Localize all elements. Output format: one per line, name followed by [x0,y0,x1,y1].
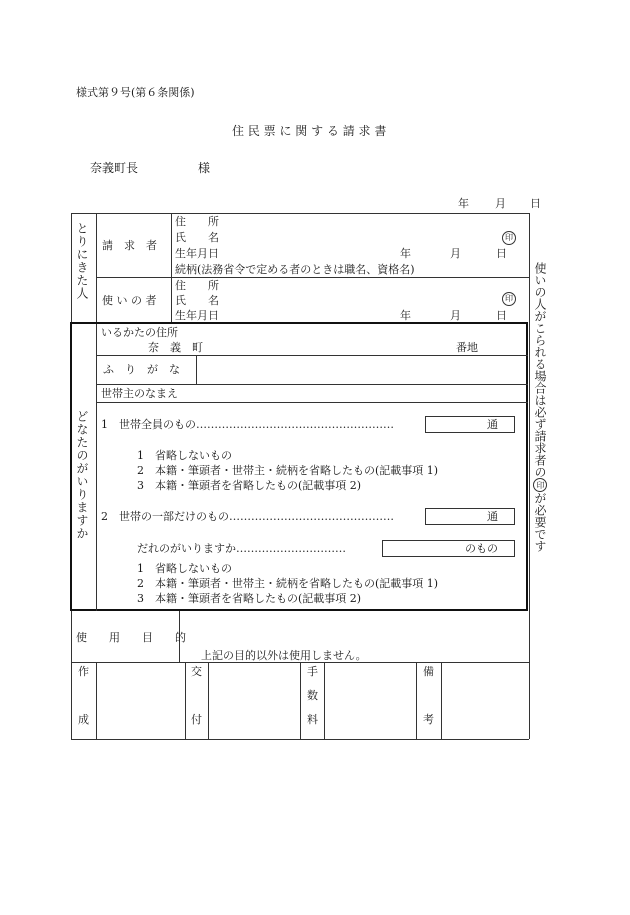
option1-sub-item: 1 省略しないもの [137,449,232,462]
date-year-label: 年 [458,197,469,210]
purpose-note: 上記の目的以外は使用しません。 [201,649,367,662]
pickup-person-label: とりにきた人 [75,222,89,300]
claimant-seal-mark: 印 [502,231,516,245]
fee-label-1: 手 [307,665,318,678]
form-top-border [71,213,529,214]
office-col-line [441,662,442,739]
fee-label-2: 数 [307,689,318,702]
created-label-top: 作 [78,665,89,678]
office-col-line [324,662,325,739]
option-whole-household: 1 世帯全員のもの……………………………………………… [101,418,394,431]
seal-mark-icon: 印 [533,478,547,492]
furigana-label: ふ り が な [103,363,180,376]
date-month-label: 月 [495,197,506,210]
town-mayor: 奈義町長 [90,161,139,175]
form-number: 様式第９号(第６条関係) [76,86,195,99]
agent-address-label: 住 所 [175,279,219,292]
requester-label-divider [171,213,172,323]
remarks-label-top: 備 [423,665,434,678]
agent-birth-year: 年 [400,309,411,322]
agent-seal-note-tail: が必要です [533,492,547,552]
office-col-line [185,662,186,739]
agent-seal-mark: 印 [502,292,516,306]
householder-top-line [96,384,528,385]
claimant-birth-year: 年 [400,247,411,260]
fee-label-3: 料 [307,713,318,726]
agent-birth-label: 生年月日 [175,309,219,322]
office-col-line [416,662,417,739]
option-partial-household: 2 世帯の一部だけのもの……………………………………… [101,510,394,523]
honorific: 様 [198,161,211,175]
date-day-label: 日 [530,197,541,210]
whose-unit: のもの [465,542,498,555]
whose-needed-field[interactable] [382,540,515,557]
office-col-line [300,662,301,739]
resident-address-label: いるかたの住所 [101,326,178,339]
remarks-label-bottom: 考 [423,713,434,726]
form-bottom-border [71,739,529,740]
copies-unit: 通 [487,418,498,431]
agent-name-label: 氏 名 [175,294,219,307]
claimant-birth-label: 生年月日 [175,247,219,260]
agent-seal-note-text: 使いの人がこられる場合は必ず請求者の [533,262,547,478]
target-side-divider [96,324,97,611]
furigana-top-line [96,355,528,356]
options-top-line [96,402,528,403]
created-label-bottom: 成 [78,713,89,726]
furigana-divider [196,355,197,384]
agent-seal-note [533,262,547,552]
office-col-line [96,662,97,739]
agent-birth-day: 日 [496,309,507,322]
option1-sub-item: 2 本籍・筆頭者・世帯主・続柄を省略したもの(記載事項 1) [137,464,439,477]
option2-sub-item: 1 省略しないもの [137,562,232,575]
claimant-address-label: 住 所 [175,215,219,228]
issued-label-bottom: 付 [191,713,202,726]
claimant-relation-label: 続柄(法務省令で定める者のときは職名、資格名) [175,263,415,276]
claimant-label: 請 求 者 [102,239,157,252]
claimant-birth-month: 月 [450,247,461,260]
purpose-label: 使 用 目 的 [76,631,186,644]
requester-agent-divider [96,277,529,278]
whose-needed-label: どなたのがいりますか [75,410,89,540]
agent-birth-month: 月 [450,309,461,322]
option1-sub-item: 3 本籍・筆頭者を省略したもの(記載事項 2) [137,479,362,492]
requester-side-divider [96,213,97,323]
copies-unit: 通 [487,510,498,523]
banchi-label: 番地 [456,341,478,354]
form-right-border [529,213,530,739]
whole-household-copies-field[interactable] [425,416,515,433]
claimant-name-label: 氏 名 [175,231,219,244]
town-name: 奈 義 町 [148,341,203,354]
option2-sub-item: 3 本籍・筆頭者を省略したもの(記載事項 2) [137,592,362,605]
option2-sub-item: 2 本籍・筆頭者・世帯主・続柄を省略したもの(記載事項 1) [137,577,439,590]
office-col-line [208,662,209,739]
householder-name-label: 世帯主のなまえ [101,387,178,400]
claimant-birth-day: 日 [496,247,507,260]
whose-needed-prompt: だれのがいりますか………………………… [137,542,346,555]
partial-household-copies-field[interactable] [425,508,515,525]
form-title: 住 民 票 に 関 す る 請 求 書 [232,124,387,138]
issued-label-top: 交 [191,665,202,678]
agent-label: 使 い の 者 [102,294,157,307]
